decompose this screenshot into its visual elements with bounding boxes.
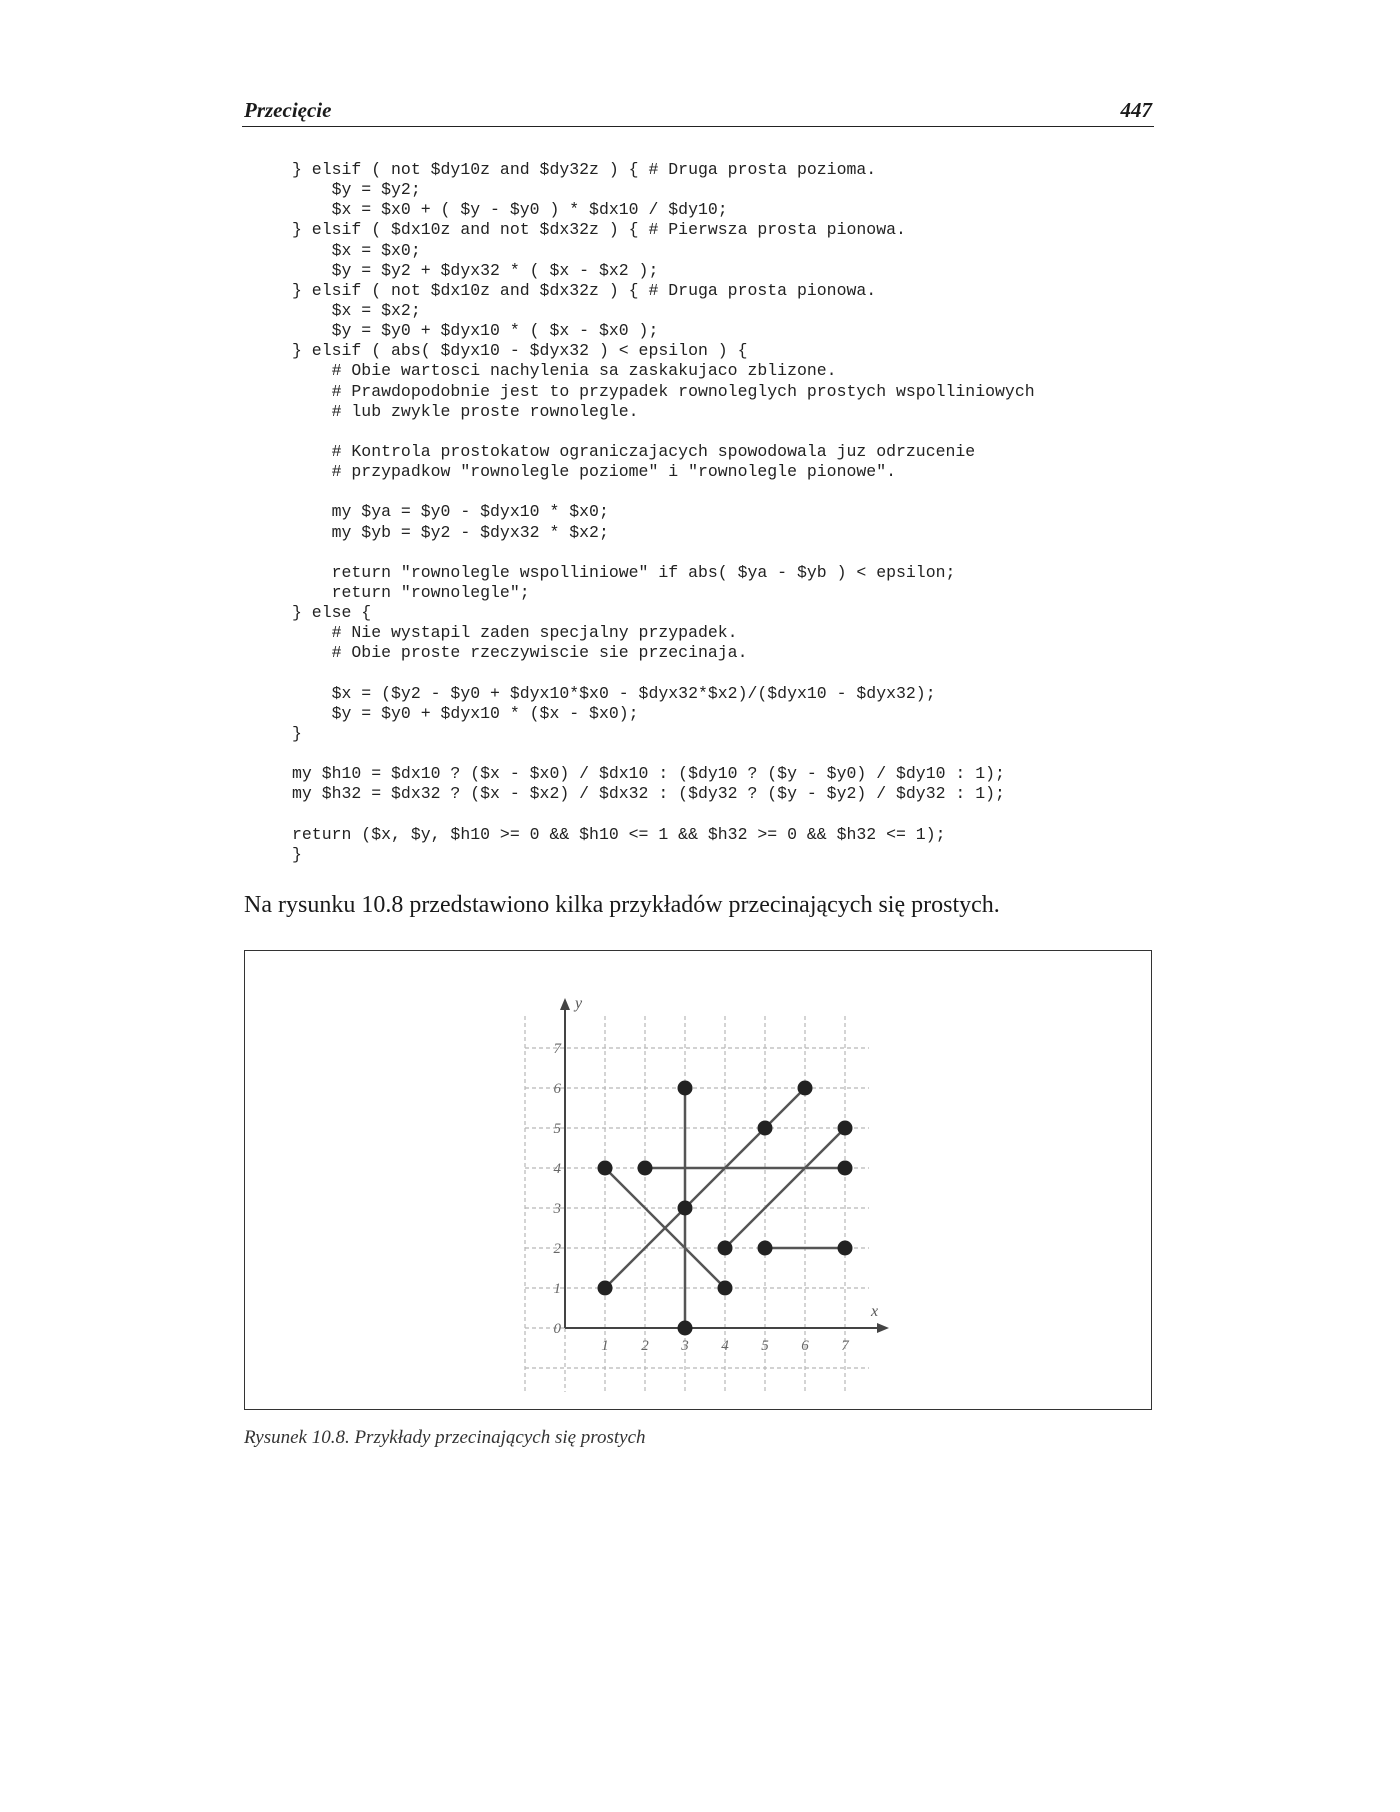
code-line: my $h32 = $dx32 ? ($x - $x2) / $dx32 : ($dy32 ? ($y - $y2) / $dy32 : 1); bbox=[292, 784, 1005, 804]
y-tick-label: 0 bbox=[553, 1321, 561, 1337]
data-point bbox=[798, 1081, 813, 1096]
code-line: return "rownolegle wspolliniowe" if abs( $ya - $yb ) < epsilon; bbox=[292, 562, 956, 582]
data-point bbox=[718, 1241, 733, 1256]
grid bbox=[525, 1016, 869, 1392]
code-line: my $yb = $y2 - $dyx32 * $x2; bbox=[292, 522, 609, 542]
x-tick-label: 3 bbox=[681, 1338, 689, 1354]
code-line: my $h10 = $dx10 ? ($x - $x0) / $dx10 : ($dy10 ? ($y - $y0) / $dy10 : 1); bbox=[292, 764, 1005, 784]
data-point bbox=[598, 1281, 613, 1296]
data-point bbox=[838, 1121, 853, 1136]
code-line: $y = $y0 + $dyx10 * ($x - $x0); bbox=[292, 703, 639, 723]
code-line: # Prawdopodobnie jest to przypadek rownoleglych prostych wspolliniowych bbox=[292, 381, 1035, 401]
x-tick-label: 7 bbox=[841, 1338, 849, 1354]
y-axis-arrow bbox=[560, 998, 570, 1010]
body-paragraph: Na rysunku 10.8 przedstawiono kilka przykładów przecinających się prostych. bbox=[244, 892, 1000, 918]
data-point bbox=[838, 1241, 853, 1256]
data-point bbox=[758, 1241, 773, 1256]
data-point bbox=[678, 1321, 693, 1336]
code-line: return ($x, $y, $h10 >= 0 && $h10 <= 1 && $h32 >= 0 && $h32 <= 1); bbox=[292, 824, 946, 844]
x-tick-label: 6 bbox=[801, 1338, 809, 1354]
y-tick-label: 4 bbox=[553, 1161, 561, 1177]
code-line: $x = ($y2 - $y0 + $dyx10*$x0 - $dyx32*$x2)/($dyx10 - $dyx32); bbox=[292, 683, 936, 703]
x-axis-arrow bbox=[877, 1323, 889, 1333]
data-point bbox=[678, 1081, 693, 1096]
figure-caption: Rysunek 10.8. Przykłady przecinających się prostych bbox=[244, 1427, 646, 1448]
code-line: # Obie wartosci nachylenia sa zaskakujaco zblizone. bbox=[292, 361, 837, 381]
code-line: # lub zwykle proste rownolegle. bbox=[292, 401, 639, 421]
x-axis-label: x bbox=[871, 1303, 879, 1320]
code-line: $y = $y2 + $dyx32 * ( $x - $x2 ); bbox=[292, 260, 659, 280]
figure-frame bbox=[244, 950, 1152, 1410]
code-line: $x = $x0 + ( $y - $y0 ) * $dx10 / $dy10; bbox=[292, 200, 728, 220]
code-line: # Obie proste rzeczywiscie sie przecinaja. bbox=[292, 643, 748, 663]
code-line: } bbox=[292, 844, 302, 864]
code-line bbox=[292, 543, 1035, 563]
code-line bbox=[292, 744, 1035, 764]
y-tick-label: 1 bbox=[553, 1281, 561, 1297]
y-tick-label: 3 bbox=[553, 1201, 561, 1217]
data-point bbox=[638, 1161, 653, 1176]
code-line: } elsif ( abs( $dyx10 - $dyx32 ) < epsilon ) { bbox=[292, 341, 748, 361]
page-header bbox=[242, 96, 1154, 127]
y-axis-label: y bbox=[575, 995, 583, 1012]
code-line: # przypadkow "rownolegle poziome" i "rownolegle pionowe". bbox=[292, 462, 896, 482]
intersection-chart bbox=[245, 951, 1150, 1408]
data-point bbox=[718, 1281, 733, 1296]
code-line: $x = $x0; bbox=[292, 240, 421, 260]
code-line: my $ya = $y0 - $dyx10 * $x0; bbox=[292, 502, 609, 522]
page-number: 447 bbox=[1120, 98, 1152, 122]
code-line: # Kontrola prostokatow ograniczajacych spowodowala juz odrzucenie bbox=[292, 441, 976, 461]
y-tick-label: 6 bbox=[553, 1081, 561, 1097]
data-point bbox=[838, 1161, 853, 1176]
line-segment bbox=[605, 1088, 805, 1288]
code-line: } bbox=[292, 723, 302, 743]
running-title: Przecięcie bbox=[244, 98, 332, 122]
code-line: } elsif ( not $dy10z and $dy32z ) { # Druga prosta pozioma. bbox=[292, 160, 877, 179]
code-line: } elsif ( $dx10z and not $dx32z ) { # Pierwsza prosta pionowa. bbox=[292, 220, 906, 240]
y-tick-label: 7 bbox=[553, 1041, 561, 1057]
code-line: $x = $x2; bbox=[292, 300, 421, 320]
code-line: return "rownolegle"; bbox=[292, 582, 530, 602]
code-line bbox=[292, 422, 1035, 442]
x-tick-label: 1 bbox=[601, 1338, 609, 1354]
data-point bbox=[758, 1121, 773, 1136]
code-line: } elsif ( not $dx10z and $dx32z ) { # Druga prosta pionowa. bbox=[292, 280, 877, 300]
line-segment bbox=[725, 1128, 845, 1248]
code-line: } else { bbox=[292, 603, 372, 623]
x-tick-label: 5 bbox=[761, 1338, 769, 1354]
code-listing bbox=[292, 160, 1035, 865]
code-line: # Nie wystapil zaden specjalny przypadek. bbox=[292, 623, 738, 643]
code-line bbox=[292, 805, 1035, 825]
x-tick-label: 2 bbox=[641, 1338, 649, 1354]
code-line bbox=[292, 482, 1035, 502]
y-tick-label: 2 bbox=[553, 1241, 561, 1257]
code-line: $y = $y2; bbox=[292, 180, 421, 200]
data-point bbox=[598, 1161, 613, 1176]
x-tick-label: 4 bbox=[721, 1338, 729, 1354]
data-point bbox=[678, 1201, 693, 1216]
code-line bbox=[292, 664, 1035, 684]
code-line: $y = $y0 + $dyx10 * ( $x - $x0 ); bbox=[292, 321, 659, 341]
y-tick-label: 5 bbox=[553, 1121, 561, 1137]
